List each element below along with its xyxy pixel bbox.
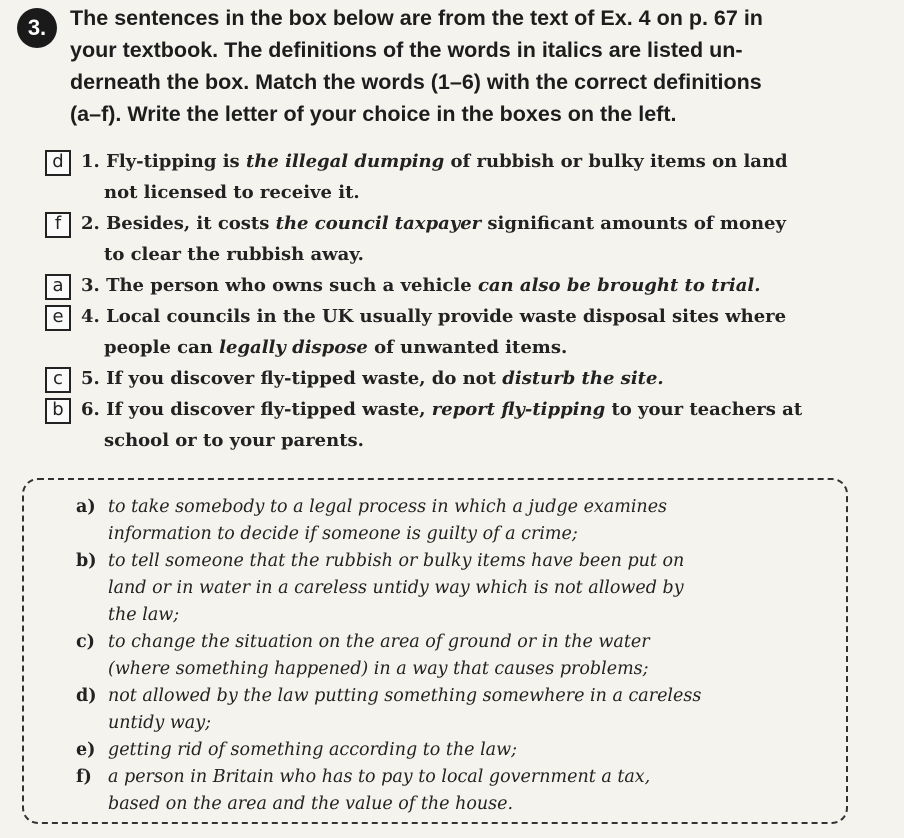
definition-line: to change the situation on the area of ground or in the water	[108, 632, 650, 652]
sentence-line	[38, 270, 898, 301]
sentence-item	[38, 208, 898, 270]
definition-line: (where something happened) in a way that causes problems;	[108, 659, 649, 679]
definition-letter: e)	[76, 740, 96, 760]
sentence-text: significant amounts of money	[481, 213, 786, 234]
answer-box[interactable]: c	[45, 367, 71, 393]
definition-line: to take somebody to a legal process in which a judge examines	[108, 497, 668, 517]
instruction-line: your textbook. The definitions of the words in italics are listed un-	[70, 38, 743, 62]
sentence-text: school or to your parents.	[104, 430, 364, 451]
answer-box[interactable]: f	[45, 212, 71, 238]
definition-letter: b)	[76, 551, 97, 571]
definition-line: land or in water in a careless untidy way which is not allowed by	[108, 578, 684, 598]
definition-line: the law;	[108, 605, 180, 625]
sentence-line	[38, 146, 898, 177]
sentence-line	[38, 208, 898, 239]
italic-term: can also be brought to trial.	[477, 275, 761, 296]
definition-line: information to decide if someone is guilty of a crime;	[108, 524, 578, 544]
sentence-text: to clear the rubbish away.	[104, 244, 364, 265]
sentence-item	[38, 363, 898, 394]
definition-letter: c)	[76, 632, 95, 652]
sentence-list	[38, 146, 898, 456]
sentence-item	[38, 394, 898, 456]
sentence-number: 5.	[81, 368, 107, 389]
sentence-line	[38, 363, 898, 394]
instruction-line: The sentences in the box below are from the text of Ex. 4 on p. 67 in	[70, 6, 763, 30]
sentence-number: 6.	[81, 399, 107, 420]
sentence-item	[38, 146, 898, 208]
answer-box[interactable]: d	[45, 150, 71, 176]
sentence-item	[38, 270, 898, 301]
task-instructions	[70, 2, 896, 130]
definition-line: a person in Britain who has to pay to local government a tax,	[108, 767, 651, 787]
sentence-number: 1.	[81, 151, 107, 172]
sentence-text: to your teachers at	[605, 399, 803, 420]
answer-box[interactable]: a	[45, 274, 71, 300]
sentence-number: 3.	[81, 275, 107, 296]
sentence-number: 2.	[81, 213, 107, 234]
sentence-text: Besides, it costs	[106, 213, 276, 234]
sentence-line	[38, 332, 898, 363]
definition-letter: a)	[76, 497, 96, 517]
definitions-box	[22, 478, 848, 824]
italic-term: report fly-tipping	[431, 399, 606, 420]
task-number-badge: 3.	[17, 8, 57, 48]
sentence-text: If you discover fly-tipped waste, do not	[106, 368, 503, 389]
sentence-text: people can	[104, 337, 220, 358]
sentence-text: of rubbish or bulky items on land	[444, 151, 788, 172]
sentence-text: If you discover fly-tipped waste,	[106, 399, 432, 420]
italic-term: the illegal dumping	[245, 151, 445, 172]
sentence-text: Local councils in the UK usually provide waste disposal sites where	[106, 306, 787, 327]
definition-letter: f)	[76, 767, 92, 787]
definition-item	[76, 683, 846, 737]
definition-item	[76, 629, 846, 683]
definition-line: not allowed by the law putting something somewhere in a careless	[108, 686, 702, 706]
definition-item	[76, 737, 846, 764]
definition-item	[76, 494, 846, 548]
answer-box[interactable]: b	[45, 398, 71, 424]
instruction-line: derneath the box. Match the words (1–6) with the correct definitions	[70, 70, 762, 94]
sentence-text: not licensed to receive it.	[104, 182, 360, 203]
italic-term: disturb the site.	[502, 368, 664, 389]
sentence-line	[38, 425, 898, 456]
definition-line: based on the area and the value of the house.	[108, 794, 514, 814]
definition-line: untidy way;	[108, 713, 212, 733]
instruction-line: (a–f). Write the letter of your choice in the boxes on the left.	[70, 102, 677, 126]
sentence-line	[38, 394, 898, 425]
italic-term: the council taxpayer	[275, 213, 482, 234]
sentence-text: The person who owns such a vehicle	[106, 275, 478, 296]
sentence-item	[38, 301, 898, 363]
definition-letter: d)	[76, 686, 97, 706]
italic-term: legally dispose	[219, 337, 368, 358]
definition-line: getting rid of something according to the law;	[108, 740, 517, 760]
sentence-line	[38, 301, 898, 332]
definition-item	[76, 548, 846, 629]
definition-line: to tell someone that the rubbish or bulky items have been put on	[108, 551, 685, 571]
sentence-number: 4.	[81, 306, 107, 327]
answer-box[interactable]: e	[45, 305, 71, 331]
sentence-text: Fly-tipping is	[106, 151, 246, 172]
definition-item	[76, 764, 846, 818]
sentence-line	[38, 177, 898, 208]
sentence-text: of unwanted items.	[367, 337, 568, 358]
definitions-list	[76, 494, 846, 818]
sentence-line	[38, 239, 898, 270]
